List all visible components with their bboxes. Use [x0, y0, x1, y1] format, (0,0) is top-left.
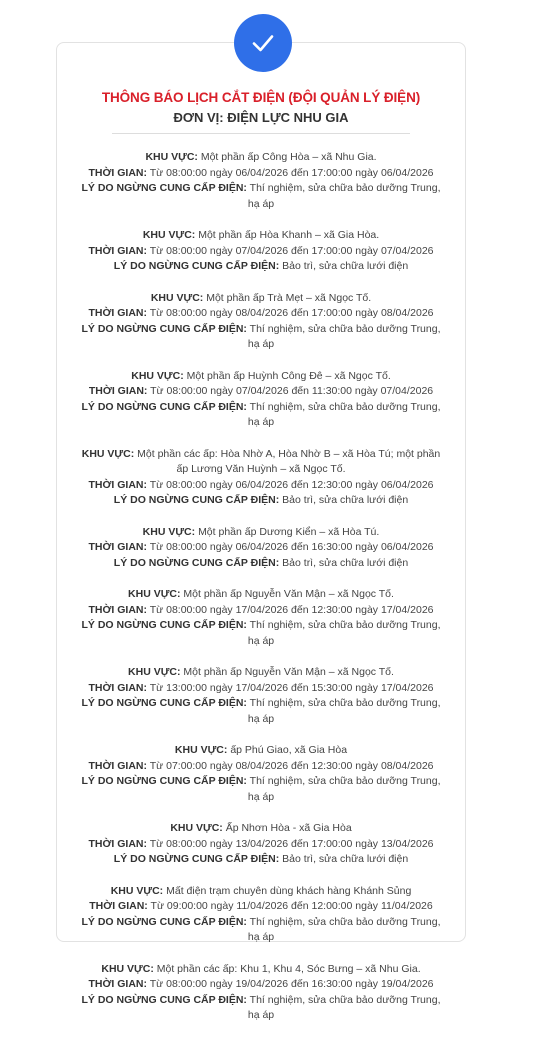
notice-reason — [76, 774, 446, 805]
notice-reason-value: Thí nghiệm, sửa chữa bảo dưỡng Trung, hạ áp — [247, 915, 441, 943]
notice-time — [76, 899, 446, 915]
notice-time — [76, 603, 446, 619]
notice-reason — [76, 993, 446, 1024]
notice-area-value: Một phần các ấp: Hòa Nhờ A, Hòa Nhờ B – xã Hòa Tú; một phần ấp Lương Văn Huỳnh – xã Ngọc Tố. — [137, 447, 441, 475]
notice-area-label: KHU VỰC: — [101, 962, 154, 975]
notice-item — [56, 884, 466, 946]
notice-header — [56, 88, 466, 127]
notice-area — [76, 369, 446, 385]
notice-item — [56, 228, 466, 275]
notice-reason — [76, 400, 446, 431]
notice-area — [76, 291, 446, 307]
notice-area-value: Một phần ấp Nguyễn Văn Mận – xã Ngọc Tố. — [183, 666, 394, 678]
notice-reason-value: Thí nghiệm, sửa chữa bảo dưỡng Trung, hạ áp — [247, 775, 441, 803]
notice-time-value: Từ 08:00:00 ngày 07/04/2026 đến 17:00:00 ngày 07/04/2026 — [149, 244, 434, 257]
notice-reason-value: Thí nghiệm, sửa chữa bảo dưỡng Trung, hạ áp — [247, 400, 441, 428]
notice-reason-value: Bảo trì, sửa chữa lưới điện — [282, 494, 409, 506]
notice-time-value: Từ 08:00:00 ngày 17/04/2026 đến 12:30:00 ngày 17/04/2026 — [149, 603, 434, 616]
check-icon — [250, 30, 276, 56]
notice-time-label: THỜI GIAN: — [88, 307, 148, 319]
notice-time — [76, 306, 446, 322]
notice-area-label: KHU VỰC: — [145, 151, 198, 163]
notice-reason-label: LÝ DO NGỪNG CUNG CẤP ĐIỆN: — [113, 494, 280, 506]
notice-item — [56, 587, 466, 649]
notice-area-value: Một phần ấp Huỳnh Công Đê – xã Ngọc Tố. — [186, 369, 391, 382]
notice-time-label: THỜI GIAN: — [88, 385, 148, 397]
notice-reason — [76, 322, 446, 353]
notice-area-label: KHU VỰC: — [174, 744, 228, 756]
notice-reason — [76, 618, 446, 649]
notice-time-value: Từ 08:00:00 ngày 06/04/2026 đến 16:30:00 ngày 06/04/2026 — [149, 541, 434, 553]
notice-list — [56, 150, 466, 1040]
notice-time — [76, 977, 446, 993]
notice-time-value: Từ 08:00:00 ngày 08/04/2026 đến 17:00:00 ngày 08/04/2026 — [149, 307, 434, 319]
notice-area — [76, 821, 446, 837]
notice-time — [76, 837, 446, 853]
notice-reason-value: Thí nghiệm, sửa chữa bảo dưỡng Trung, hạ áp — [247, 619, 441, 647]
notice-reason-label: LÝ DO NGỪNG CUNG CẤP ĐIỆN: — [113, 260, 280, 272]
notice-area-value: Mất điện trạm chuyên dùng khách hàng Khánh Sủng — [166, 884, 412, 897]
unit-subtitle: ĐƠN VỊ: ĐIỆN LỰC NHU GIA — [173, 110, 349, 125]
notice-reason-value: Thí nghiệm, sửa chữa bảo dưỡng Trung, hạ áp — [247, 697, 441, 725]
notice-time-value: Từ 08:00:00 ngày 06/04/2026 đến 17:00:00 ngày 06/04/2026 — [149, 166, 434, 179]
notice-reason — [76, 181, 446, 212]
notice-area-label: KHU VỰC: — [128, 666, 181, 678]
notice-time-value: Từ 13:00:00 ngày 17/04/2026 đến 15:30:00 ngày 17/04/2026 — [149, 681, 434, 694]
notice-reason — [76, 556, 446, 572]
notice-time — [76, 759, 446, 775]
notice-area — [76, 665, 446, 681]
notice-area-value: Một phần ấp Công Hòa – xã Nhu Gia. — [200, 151, 377, 163]
notice-time — [76, 681, 446, 697]
notice-reason-label: LÝ DO NGỪNG CUNG CẤP ĐIỆN: — [81, 993, 247, 1006]
notice-area — [76, 884, 446, 900]
notice-reason-label: LÝ DO NGỪNG CUNG CẤP ĐIỆN: — [81, 182, 247, 194]
notice-reason-value: Thí nghiệm, sửa chữa bảo dưỡng Trung, hạ áp — [247, 182, 441, 210]
notice-item — [56, 665, 466, 727]
notice-time-label: THỜI GIAN: — [88, 759, 148, 772]
notice-reason-label: LÝ DO NGỪNG CUNG CẤP ĐIỆN: — [113, 556, 280, 569]
notice-time-value: Từ 08:00:00 ngày 06/04/2026 đến 12:30:00 ngày 06/04/2026 — [149, 478, 434, 491]
notice-reason-value: Bảo trì, sửa chữa lưới điện — [282, 260, 409, 272]
notice-time-value: Từ 09:00:00 ngày 11/04/2026 đến 12:00:00 ngày 11/04/2026 — [150, 900, 433, 912]
notice-area — [76, 743, 446, 759]
notice-time — [76, 244, 446, 260]
notice-reason-value: Bảo trì, sửa chữa lưới điện — [282, 556, 409, 569]
notice-reason-label: LÝ DO NGỪNG CUNG CẤP ĐIỆN: — [81, 775, 247, 787]
notice-reason-value: Thí nghiệm, sửa chữa bảo dưỡng Trung, hạ áp — [247, 322, 441, 350]
notice-time — [76, 540, 446, 556]
notice-reason — [76, 915, 446, 946]
notice-area-value: Một phần ấp Nguyễn Văn Mận – xã Ngọc Tố. — [183, 588, 394, 600]
notice-area-value: Ấp Nhơn Hòa - xã Gia Hòa — [225, 822, 352, 834]
notice-reason-label: LÝ DO NGỪNG CUNG CẤP ĐIỆN: — [81, 915, 247, 928]
notice-reason — [76, 696, 446, 727]
notice-item — [56, 962, 466, 1024]
notice-time-label: THỜI GIAN: — [88, 244, 148, 257]
notice-area — [76, 447, 446, 478]
notice-reason — [76, 259, 446, 275]
success-badge — [234, 14, 292, 72]
notice-area-label: KHU VỰC: — [128, 588, 181, 600]
notice-area-label: KHU VỰC: — [170, 822, 223, 834]
notice-area-label: KHU VỰC: — [81, 447, 135, 460]
notice-reason-label: LÝ DO NGỪNG CUNG CẤP ĐIỆN: — [81, 322, 247, 335]
notice-area — [76, 525, 446, 541]
notice-time-value: Từ 07:00:00 ngày 08/04/2026 đến 12:30:00 ngày 08/04/2026 — [149, 759, 434, 772]
header-divider — [112, 133, 410, 134]
notice-time-value: Từ 08:00:00 ngày 19/04/2026 đến 16:30:00 ngày 19/04/2026 — [149, 978, 434, 990]
notice-item — [56, 150, 466, 212]
notice-time-label: THỜI GIAN: — [89, 900, 148, 912]
notice-time — [76, 478, 446, 494]
notice-time-value: Từ 08:00:00 ngày 07/04/2026 đến 11:30:00 ngày 07/04/2026 — [150, 385, 434, 397]
notice-time-label: THỜI GIAN: — [88, 166, 148, 179]
notice-area-value: Một phần các ấp: Khu 1, Khu 4, Sóc Bưng – xã Nhu Gia. — [156, 962, 421, 975]
notice-time-label: THỜI GIAN: — [88, 478, 148, 491]
notice-area-value: Một phần ấp Hòa Khanh – xã Gia Hòa. — [198, 229, 380, 241]
notice-area — [76, 228, 446, 244]
notice-reason-value: Thí nghiệm, sửa chữa bảo dưỡng Trung, hạ áp — [247, 993, 441, 1021]
notice-time-label: THỜI GIAN: — [88, 541, 148, 553]
notice-item — [56, 743, 466, 805]
notice-item — [56, 525, 466, 572]
notice-reason-label: LÝ DO NGỪNG CUNG CẤP ĐIỆN: — [81, 619, 247, 631]
notice-reason-value: Bảo trì, sửa chữa lưới điện — [282, 853, 409, 865]
notice-time — [76, 384, 446, 400]
notice-reason — [76, 852, 446, 868]
notice-reason — [76, 493, 446, 509]
notice-area-label: KHU VỰC: — [150, 291, 204, 304]
notice-item — [56, 369, 466, 431]
notice-area-value: ấp Phú Giao, xã Gia Hòa — [230, 744, 348, 756]
notice-reason-label: LÝ DO NGỪNG CUNG CẤP ĐIỆN: — [113, 853, 280, 865]
notice-area — [76, 587, 446, 603]
notice-item — [56, 447, 466, 509]
notice-reason-label: LÝ DO NGỪNG CUNG CẤP ĐIỆN: — [81, 697, 247, 709]
notice-time-label: THỜI GIAN: — [88, 837, 148, 850]
notice-time-label: THỜI GIAN: — [88, 603, 148, 616]
notice-item — [56, 821, 466, 868]
notice-area-label: KHU VỰC: — [142, 525, 196, 538]
notice-area-label: KHU VỰC: — [131, 369, 184, 382]
notice-area — [76, 962, 446, 978]
notice-time-value: Từ 08:00:00 ngày 13/04/2026 đến 17:00:00 ngày 13/04/2026 — [149, 837, 434, 850]
notice-area-value: Một phần ấp Dương Kiển – xã Hòa Tú. — [198, 525, 380, 538]
notice-area-label: KHU VỰC: — [142, 229, 196, 241]
notice-time-label: THỜI GIAN: — [88, 681, 148, 694]
notice-time — [76, 166, 446, 182]
notice-time-label: THỜI GIAN: — [88, 978, 148, 990]
notice-reason-label: LÝ DO NGỪNG CUNG CẤP ĐIỆN: — [81, 400, 247, 413]
notice-area-value: Một phần ấp Trà Mẹt – xã Ngọc Tố. — [206, 291, 372, 304]
notice-area-label: KHU VỰC: — [110, 884, 164, 897]
page-title: THÔNG BÁO LỊCH CẮT ĐIỆN (ĐỘI QUẢN LÝ ĐIỆN) — [101, 90, 421, 105]
notice-item — [56, 291, 466, 353]
notice-area — [76, 150, 446, 166]
